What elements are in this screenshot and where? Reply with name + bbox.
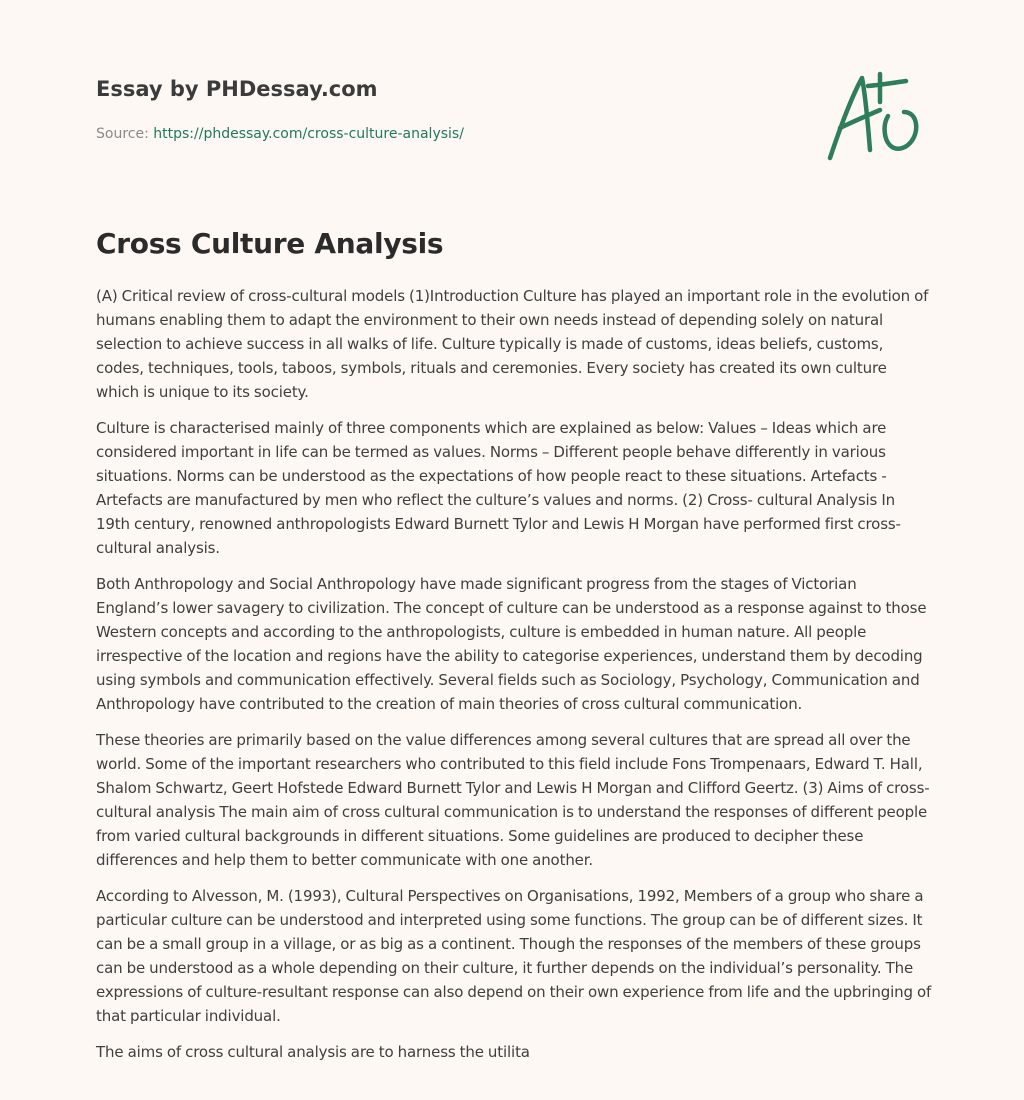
paragraph: (A) Critical review of cross-cultural models (1)Introduction Culture has played an important role in the evolution of humans enabling them to adapt the environment to their own needs instead of depending solely on natural selection to achieve success in all walks of life. Culture typically is made of customs, ideas beliefs, customs, codes, techniques, tools, taboos, symbols, rituals and ceremonies. Every society has created its own culture which is unique to its society. [96, 287, 929, 401]
essay-body [96, 284, 932, 1076]
site-brand: Essay by PHDessay.com [96, 77, 378, 101]
source-link[interactable]: https://phdessay.com/cross-culture-analysis/ [153, 126, 464, 142]
source-line [96, 124, 928, 144]
paragraph: Culture is characterised mainly of three components which are explained as below: Values – Ideas which are considered important in life can be termed as values. Norms – Different people behave differently in various situations. Norms can be understood as the expectations of how people react to these situations. Artefacts - Artefacts are manufactured by men who reflect the culture’s values and norms. (2) Cross- cultural Analysis In 19th century, renowned anthropologists Edward Burnett Tylor and Lewis H Morgan have performed first cross-cultural analysis. [96, 419, 901, 557]
paragraph: The aims of cross cultural analysis are to harness the utilita [96, 1043, 530, 1061]
essay-header [96, 74, 928, 144]
source-label: Source: [96, 126, 149, 142]
essay-title: Cross Culture Analysis [96, 227, 444, 260]
a-plus-grade-icon [822, 68, 928, 164]
paragraph: These theories are primarily based on the value differences among several cultures that are spread all over the world. Some of the important researchers who contributed to this field include Fons Trompenaars, Edward T. Hall, Shalom Schwartz, Geert Hofstede Edward Burnett Tylor and Lewis H Morgan and Clifford Geertz. (3) Aims of cross-cultural analysis The main aim of cross cultural communication is to understand the responses of different people from varied cultural backgrounds in different situations. Some guidelines are produced to decipher these differences and help them to better communicate with one another. [96, 731, 930, 869]
paragraph: Both Anthropology and Social Anthropology have made significant progress from the stages of Victorian England’s lower savagery to civilization. The concept of culture can be understood as a response against to those Western concepts and according to the anthropologists, culture is embedded in human nature. All people irrespective of the location and regions have the ability to categorise experiences, understand them by decoding using symbols and communication effectively. Several fields such as Sociology, Psychology, Communication and Anthropology have contributed to the creation of main theories of cross cultural communication. [96, 575, 927, 713]
paragraph: According to Alvesson, M. (1993), Cultural Perspectives on Organisations, 1992, Members of a group who share a particular culture can be understood and interpreted using some functions. The group can be of different sizes. It can be a small group in a village, or as big as a continent. Though the responses of the members of these groups can be understood as a whole depending on their culture, it further depends on the individual’s personality. The expressions of culture-resultant response can also depend on their own experience from life and the upbringing of that particular individual. [96, 887, 932, 1025]
